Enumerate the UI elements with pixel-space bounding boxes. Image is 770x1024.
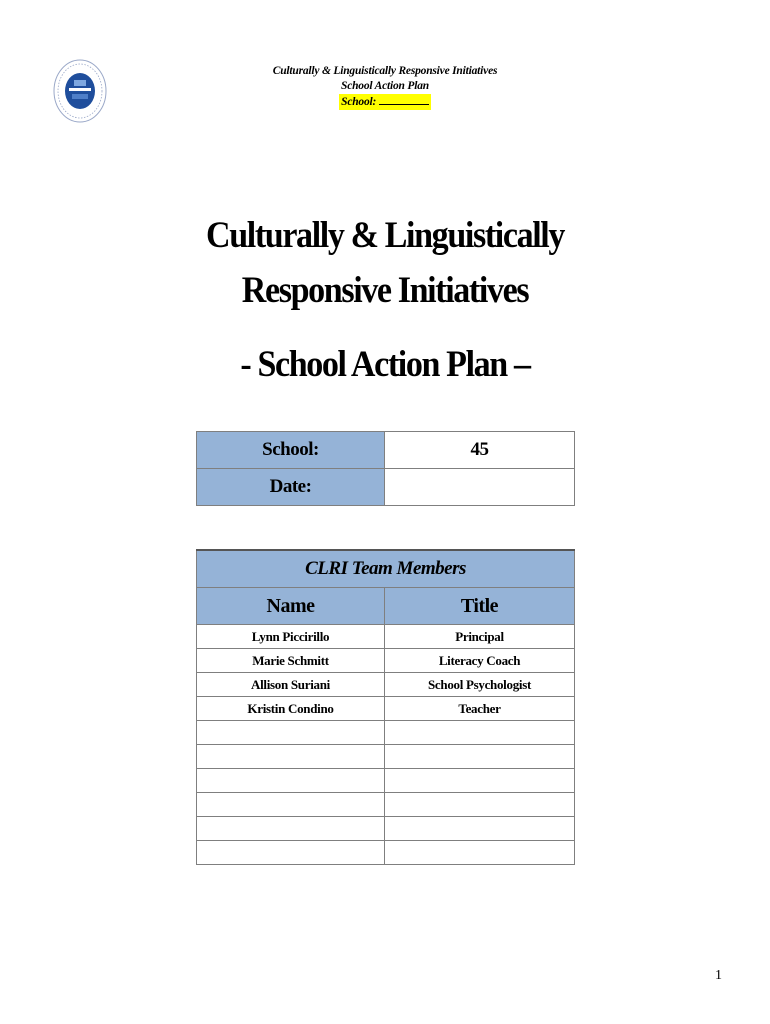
running-header bbox=[0, 64, 770, 110]
member-title[interactable] bbox=[385, 841, 575, 865]
header-school-line bbox=[0, 94, 770, 110]
school-value[interactable]: 45 bbox=[385, 432, 575, 469]
page-number: 1 bbox=[715, 968, 722, 983]
date-label: Date: bbox=[197, 469, 385, 506]
header-plan-line: School Action Plan bbox=[341, 80, 429, 92]
member-title[interactable] bbox=[385, 793, 575, 817]
school-label: School: bbox=[197, 432, 385, 469]
member-title[interactable]: Teacher bbox=[385, 697, 575, 721]
member-title[interactable]: Literacy Coach bbox=[385, 649, 575, 673]
document-subtitle: - School Action Plan – bbox=[240, 344, 530, 385]
member-name[interactable]: Marie Schmitt bbox=[197, 649, 385, 673]
column-header-name: Name bbox=[197, 588, 385, 625]
header-school-highlight bbox=[339, 94, 431, 110]
member-name[interactable] bbox=[197, 841, 385, 865]
member-name[interactable]: Allison Suriani bbox=[197, 673, 385, 697]
member-name[interactable] bbox=[197, 745, 385, 769]
member-title[interactable] bbox=[385, 817, 575, 841]
team-header-row bbox=[197, 588, 575, 625]
column-header-title: Title bbox=[385, 588, 575, 625]
member-title[interactable]: Principal bbox=[385, 625, 575, 649]
table-row bbox=[197, 649, 575, 673]
team-table-caption: CLRI Team Members bbox=[197, 550, 575, 588]
header-initiatives-line: Culturally & Linguistically Responsive Initiatives bbox=[272, 65, 498, 77]
table-row bbox=[197, 745, 575, 769]
member-title[interactable] bbox=[385, 745, 575, 769]
table-row bbox=[197, 697, 575, 721]
table-row bbox=[197, 793, 575, 817]
document-title bbox=[31, 208, 739, 318]
member-name[interactable]: Lynn Piccirillo bbox=[197, 625, 385, 649]
table-row bbox=[197, 817, 575, 841]
team-members-table bbox=[196, 549, 575, 865]
member-name[interactable]: Kristin Condino bbox=[197, 697, 385, 721]
member-title[interactable] bbox=[385, 769, 575, 793]
table-row bbox=[197, 721, 575, 745]
table-row bbox=[197, 841, 575, 865]
school-row bbox=[197, 432, 575, 469]
date-row bbox=[197, 469, 575, 506]
table-row bbox=[197, 769, 575, 793]
member-name[interactable] bbox=[197, 721, 385, 745]
header-school-label: School: bbox=[341, 96, 377, 108]
member-name[interactable] bbox=[197, 817, 385, 841]
member-title[interactable]: School Psychologist bbox=[385, 673, 575, 697]
date-value[interactable] bbox=[385, 469, 575, 506]
table-row bbox=[197, 625, 575, 649]
header-school-blank bbox=[379, 94, 429, 105]
title-line-2: Responsive Initiatives bbox=[241, 270, 529, 311]
member-name[interactable] bbox=[197, 793, 385, 817]
member-title[interactable] bbox=[385, 721, 575, 745]
member-name[interactable] bbox=[197, 769, 385, 793]
title-line-1: Culturally & Linguistically bbox=[205, 215, 565, 256]
school-info-table bbox=[196, 431, 575, 506]
table-row bbox=[197, 673, 575, 697]
